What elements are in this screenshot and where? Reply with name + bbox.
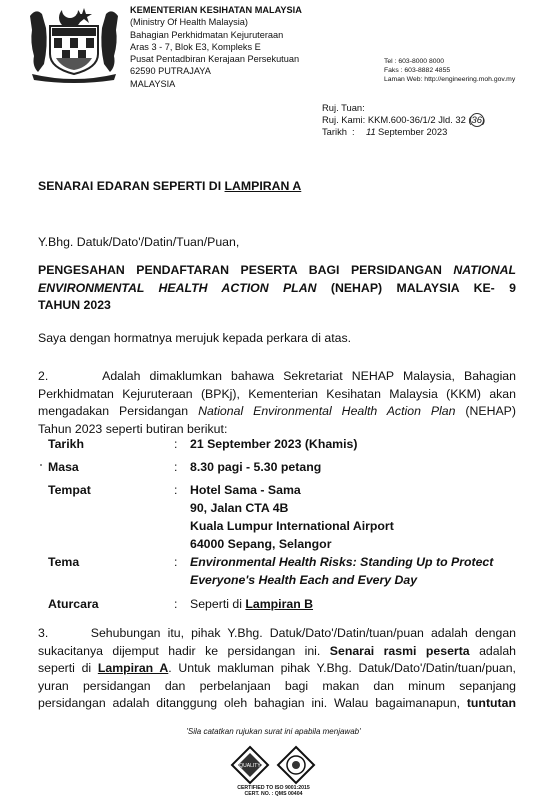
coat-of-arms-logo: [26, 6, 122, 84]
address-line: MALAYSIA: [130, 78, 176, 89]
address-line: 62590 PUTRAJAYA: [130, 66, 211, 77]
certification-logos: [226, 745, 324, 787]
certification-text: CERTIFIED TO ISO 9001:2015 CERT. NO. : QMS 00404: [237, 785, 310, 797]
our-reference: Ruj. Kami: KKM.600-36/1/2 Jld. 32 (36): [322, 114, 486, 125]
address-line: Aras 3 - 7, Blok E3, Kompleks E: [130, 41, 261, 52]
appendix-a-link[interactable]: LAMPIRAN A: [224, 179, 302, 193]
reply-note: 'Sila catatkan rujukan surat ini apabila menjawab': [186, 727, 361, 736]
ministry-name-en: (Ministry Of Health Malaysia): [130, 17, 248, 28]
fax: Faks : 603-8882 4855: [384, 67, 451, 75]
website: Laman Web: http://engineering.moh.gov.my: [384, 76, 516, 84]
appendix-a-link[interactable]: Lampiran A: [97, 661, 169, 675]
ministry-name: KEMENTERIAN KESIHATAN MALAYSIA: [130, 5, 302, 15]
your-reference: Ruj. Tuan:: [322, 102, 365, 113]
scan-speck: [40, 464, 42, 466]
letter-title: PENGESAHAN PENDAFTARAN PESERTA BAGI PERSIDANGAN NATIONAL ENVIRONMENTAL HEALTH ACTION PLAN (NEHAP) MALAYSIA KE- 9 TAHUN 2023: [38, 263, 516, 312]
paragraph-2: 2. Adalah dimaklumkan bahawa Sekretariat NEHAP Malaysia, Bahagian Perkhidmatan Kejuruteraan (BPKj), Kementerian Kesihatan Malaysia (KKM) akan mengadakan Persidangan National Environmental Health Action Plan (NEHAP) Tahun 2023 seperti butiran berikut:: [38, 369, 516, 436]
paragraph-3: 3. Sehubungan itu, pihak Y.Bhg. Datuk/Dato'/Datin/tuan/puan adalah dengan sukacitanya dijemput hadir ke persidangan ini. Senarai rasmi peserta adalah seperti di Lampiran A. Untuk makluman pihak Y.Bhg. Datuk/Dato'/Datin/tuan/puan, yuran persidangan dan perbelanjaan bagi makan dan minum sepanjang persidangan adalah ditanggung oleh bahagian ini. Walau bagaimanapun, tuntutan: [38, 626, 517, 710]
svg-text:QUALITY: QUALITY: [239, 763, 261, 769]
letter-date: Tarikh : 11 September 2023: [322, 126, 448, 137]
quality-certification-icon: [226, 745, 324, 787]
intro-paragraph: Saya dengan hormatnya merujuk kepada perkara di atas.: [38, 331, 352, 345]
division-name: Bahagian Perkhidmatan Kejuruteraan: [130, 29, 284, 40]
address-line: Pusat Pentadbiran Kerajaan Persekutuan: [130, 54, 300, 65]
distribution-heading: SENARAI EDARAN SEPERTI DI LAMPIRAN A: [38, 179, 302, 193]
handwritten-day: 11: [366, 126, 376, 137]
telephone: Tel : 603-8000 8000: [384, 58, 445, 65]
letterhead: [130, 4, 302, 90]
contact-block: [384, 57, 515, 85]
salutation: Y.Bhg. Datuk/Dato'/Datin/Tuan/Puan,: [38, 235, 240, 249]
reference-block: [322, 102, 485, 138]
appendix-b-link[interactable]: Lampiran B: [245, 597, 314, 611]
handwritten-number: 36: [471, 114, 482, 125]
